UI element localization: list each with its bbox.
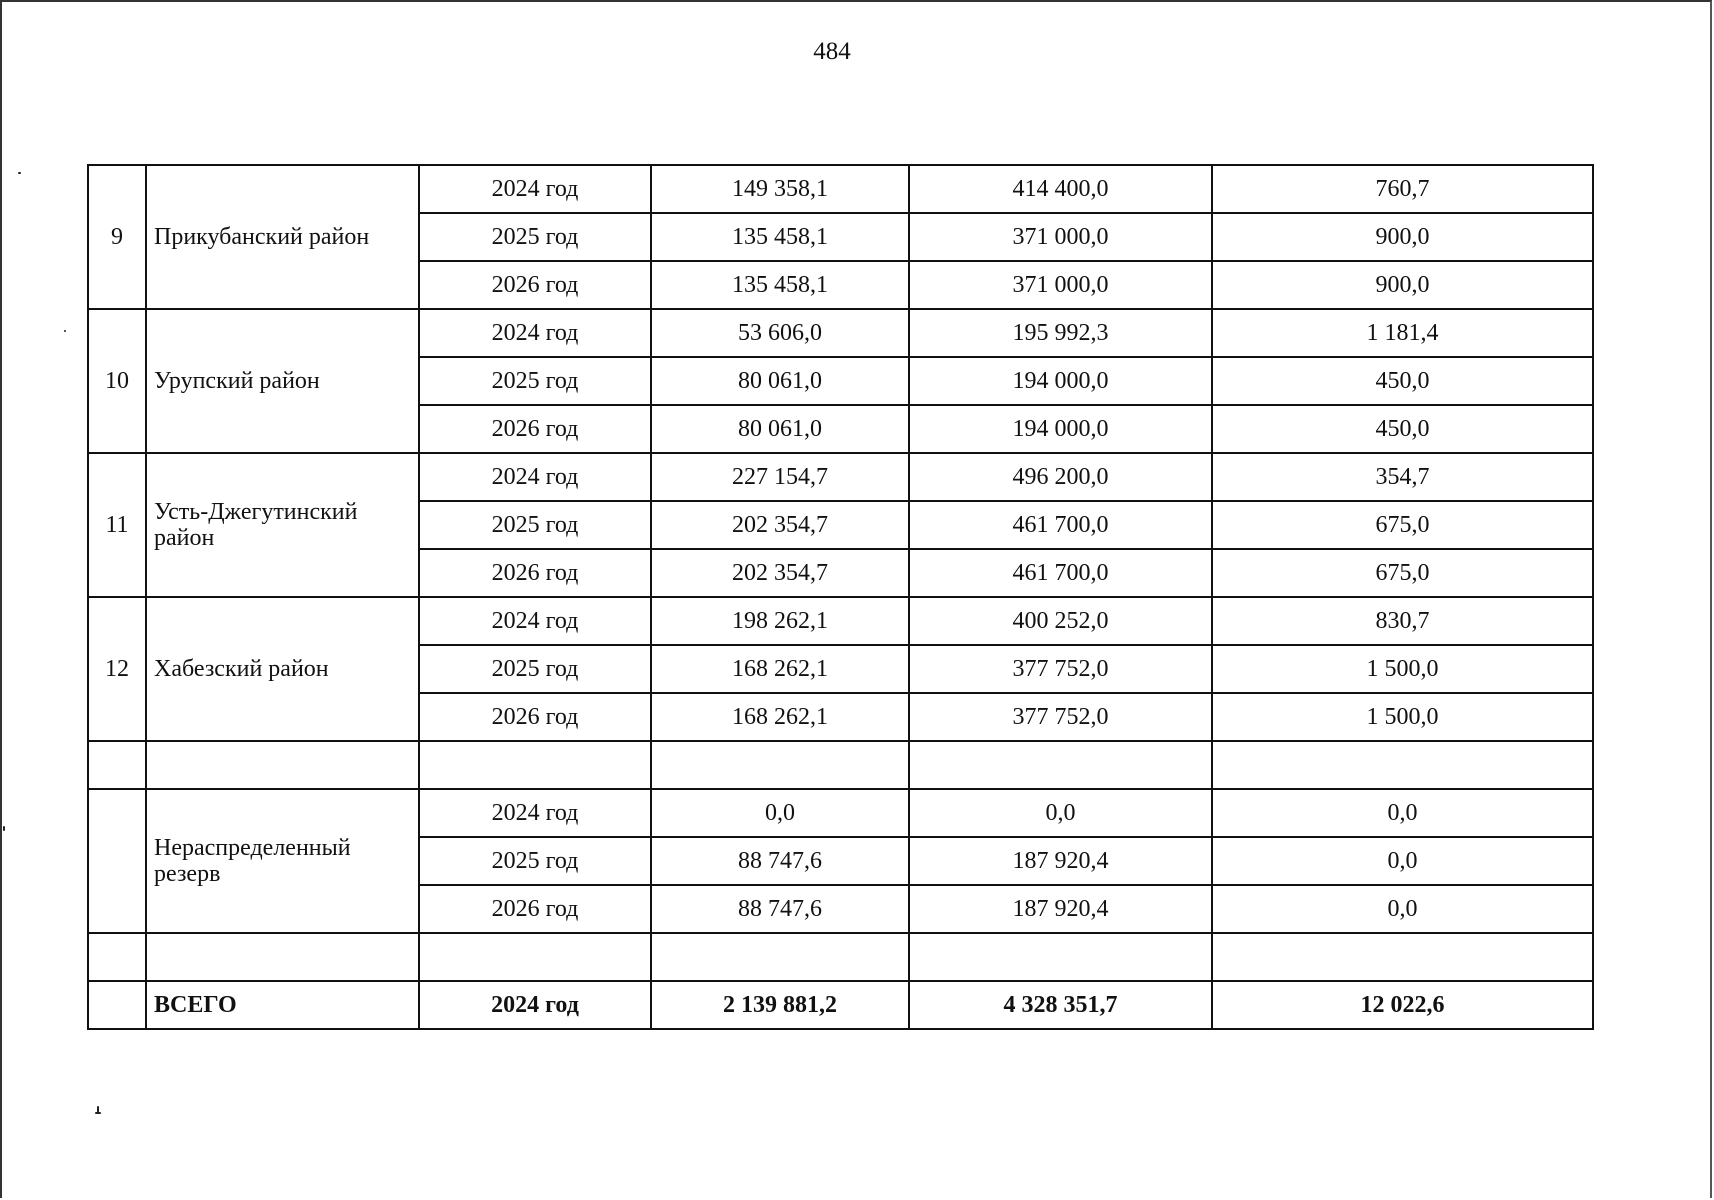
value-cell: 4 328 351,7 [909, 981, 1212, 1029]
value-cell: 830,7 [1212, 597, 1593, 645]
value-cell: 496 200,0 [909, 453, 1212, 501]
year-cell: 2024 год [419, 165, 651, 213]
table-row [88, 453, 1593, 501]
value-cell: 194 000,0 [909, 357, 1212, 405]
value-cell: 88 747,6 [651, 885, 909, 933]
empty-cell [1212, 933, 1593, 981]
value-cell: 1 500,0 [1212, 693, 1593, 741]
value-cell: 461 700,0 [909, 501, 1212, 549]
year-cell: 2024 год [419, 309, 651, 357]
value-cell: 760,7 [1212, 165, 1593, 213]
year-cell: 2025 год [419, 645, 651, 693]
value-cell: 202 354,7 [651, 501, 909, 549]
empty-cell [146, 933, 419, 981]
year-cell: 2024 год [419, 453, 651, 501]
value-cell: 450,0 [1212, 357, 1593, 405]
district-name: Хабезский район [146, 597, 419, 741]
total-row [88, 981, 1593, 1029]
value-cell: 187 920,4 [909, 885, 1212, 933]
scan-speck [3, 826, 5, 831]
value-cell: 400 252,0 [909, 597, 1212, 645]
year-cell: 2025 год [419, 837, 651, 885]
empty-cell [909, 933, 1212, 981]
value-cell: 135 458,1 [651, 261, 909, 309]
value-cell: 198 262,1 [651, 597, 909, 645]
value-cell: 0,0 [909, 789, 1212, 837]
empty-cell [146, 741, 419, 789]
empty-cell [88, 741, 146, 789]
total-label: ВСЕГО [146, 981, 419, 1029]
value-cell: 1 181,4 [1212, 309, 1593, 357]
year-cell: 2026 год [419, 549, 651, 597]
empty-cell [419, 933, 651, 981]
value-cell: 371 000,0 [909, 213, 1212, 261]
value-cell: 12 022,6 [1212, 981, 1593, 1029]
value-cell: 168 262,1 [651, 645, 909, 693]
value-cell: 675,0 [1212, 549, 1593, 597]
district-name: Прикубанский район [146, 165, 419, 309]
budget-table [87, 164, 1594, 1030]
year-cell: 2026 год [419, 405, 651, 453]
reserve-name: Нераспределенный резерв [146, 789, 419, 933]
value-cell: 450,0 [1212, 405, 1593, 453]
value-cell: 0,0 [1212, 789, 1593, 837]
value-cell: 1 500,0 [1212, 645, 1593, 693]
empty-cell [909, 741, 1212, 789]
empty-cell [88, 933, 146, 981]
table-row [88, 789, 1593, 837]
empty-cell [651, 933, 909, 981]
value-cell: 900,0 [1212, 261, 1593, 309]
year-cell: 2025 год [419, 501, 651, 549]
district-number: 11 [88, 453, 146, 597]
value-cell: 194 000,0 [909, 405, 1212, 453]
value-cell: 2 139 881,2 [651, 981, 909, 1029]
empty-cell [651, 741, 909, 789]
empty-cell [419, 741, 651, 789]
value-cell: 149 358,1 [651, 165, 909, 213]
empty-cell [1212, 741, 1593, 789]
year-cell: 2026 год [419, 693, 651, 741]
table-row [88, 165, 1593, 213]
value-cell: 0,0 [1212, 837, 1593, 885]
year-cell: 2025 год [419, 213, 651, 261]
value-cell: 187 920,4 [909, 837, 1212, 885]
empty-cell [88, 789, 146, 933]
empty-cell [88, 981, 146, 1029]
empty-row [88, 741, 1593, 789]
value-cell: 0,0 [1212, 885, 1593, 933]
value-cell: 80 061,0 [651, 357, 909, 405]
value-cell: 202 354,7 [651, 549, 909, 597]
empty-row [88, 933, 1593, 981]
value-cell: 135 458,1 [651, 213, 909, 261]
value-cell: 354,7 [1212, 453, 1593, 501]
district-number: 9 [88, 165, 146, 309]
district-name: Урупский район [146, 309, 419, 453]
value-cell: 227 154,7 [651, 453, 909, 501]
year-cell: 2024 год [419, 981, 651, 1029]
value-cell: 80 061,0 [651, 405, 909, 453]
table-row [88, 309, 1593, 357]
value-cell: 377 752,0 [909, 693, 1212, 741]
page-number: 484 [813, 38, 851, 65]
value-cell: 377 752,0 [909, 645, 1212, 693]
value-cell: 53 606,0 [651, 309, 909, 357]
scan-speck [64, 330, 66, 332]
value-cell: 675,0 [1212, 501, 1593, 549]
district-name: Усть-Джегутинский район [146, 453, 419, 597]
scan-speck [97, 1106, 99, 1113]
year-cell: 2024 год [419, 597, 651, 645]
value-cell: 461 700,0 [909, 549, 1212, 597]
value-cell: 371 000,0 [909, 261, 1212, 309]
district-number: 12 [88, 597, 146, 741]
year-cell: 2026 год [419, 885, 651, 933]
year-cell: 2026 год [419, 261, 651, 309]
value-cell: 88 747,6 [651, 837, 909, 885]
year-cell: 2025 год [419, 357, 651, 405]
scan-speck [18, 172, 21, 174]
table-row [88, 597, 1593, 645]
value-cell: 414 400,0 [909, 165, 1212, 213]
value-cell: 0,0 [651, 789, 909, 837]
year-cell: 2024 год [419, 789, 651, 837]
value-cell: 900,0 [1212, 213, 1593, 261]
value-cell: 195 992,3 [909, 309, 1212, 357]
value-cell: 168 262,1 [651, 693, 909, 741]
district-number: 10 [88, 309, 146, 453]
